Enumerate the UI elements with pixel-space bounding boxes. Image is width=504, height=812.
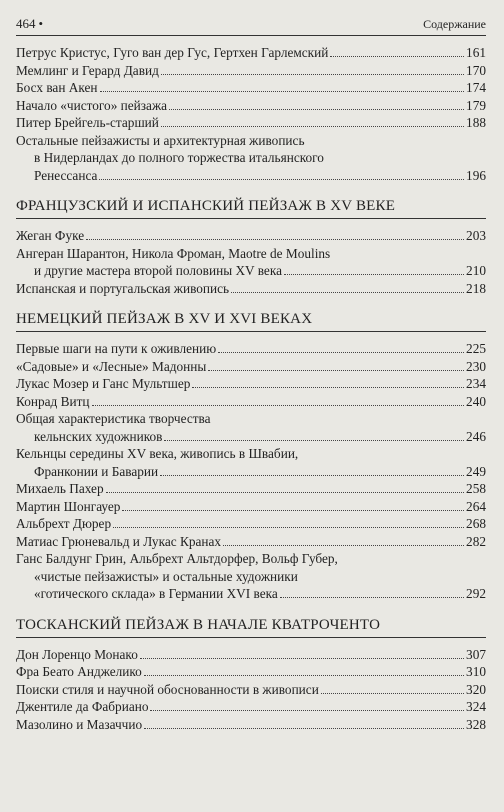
entry-page-number: 307 <box>466 646 486 662</box>
entry-page-number: 324 <box>466 699 486 714</box>
dot-leader <box>223 545 464 546</box>
entry-title: Мазолино и Мазаччио <box>16 716 143 732</box>
entry-page-number: 328 <box>466 716 486 732</box>
dot-leader <box>218 352 464 353</box>
dot-leader <box>122 510 464 511</box>
entry-page-number: 310 <box>466 664 486 679</box>
dot-leader <box>113 527 464 528</box>
toc-entry-line <box>16 358 486 376</box>
entry-page-number: 264 <box>466 498 486 514</box>
running-header <box>16 0 486 36</box>
dot-leader <box>321 693 464 694</box>
entry-page-number: 268 <box>466 516 486 531</box>
entry-title: Матиас Грюневальд и Лукас Кранах <box>16 533 222 549</box>
toc-entry <box>16 97 486 115</box>
toc-entry <box>16 533 486 551</box>
entry-title: Фра Беато Анджелико <box>16 664 142 679</box>
entry-title: Кельнцы середины XV века, живопись в Швабии, <box>16 446 299 461</box>
entry-title: Начало «чистого» пейзажа <box>16 97 168 113</box>
toc-section <box>16 44 486 184</box>
section-title: НЕМЕЦКИЙ ПЕЙЗАЖ В XV И XVI ВЕКАХ <box>16 311 486 332</box>
toc-entry <box>16 340 486 358</box>
entry-title: Остальные пейзажисты и архитектурная живопись <box>16 132 305 148</box>
header-bullet: • <box>38 16 44 31</box>
toc-entry-line <box>16 114 486 132</box>
page-number: 464 <box>16 16 36 31</box>
dot-leader <box>330 56 464 57</box>
toc-entry-line <box>16 698 486 716</box>
toc-section <box>16 617 486 734</box>
toc-entry <box>16 480 486 498</box>
toc-entry-line <box>16 340 486 358</box>
toc-entry <box>16 44 486 62</box>
entry-page-number: 161 <box>466 45 486 60</box>
entry-title: и другие мастера второй половины XV века <box>34 263 282 278</box>
toc-entry-line <box>16 463 486 481</box>
toc-entry-line <box>16 663 486 681</box>
entry-title: Босх ван Акен <box>16 80 98 95</box>
section-title: ТОСКАНСКИЙ ПЕЙЗАЖ В НАЧАЛЕ КВАТРОЧЕНТО <box>16 617 486 638</box>
dot-leader <box>144 728 464 729</box>
entry-title: Мемлинг и Герард Давид <box>16 62 159 78</box>
entry-title: Жеган Фуке <box>16 228 85 243</box>
entry-page-number: 188 <box>466 115 486 130</box>
toc-entry <box>16 245 486 280</box>
toc-entry-line <box>16 97 486 115</box>
toc-entry <box>16 358 486 376</box>
dot-leader <box>284 274 464 275</box>
entry-page-number: 282 <box>466 533 486 549</box>
entry-title: Поиски стиля и научной обоснованности в живописи <box>16 681 319 697</box>
entry-title: Альбрехт Дюрер <box>16 516 112 531</box>
toc-entry <box>16 646 486 664</box>
dot-leader <box>208 370 464 371</box>
toc-entry <box>16 498 486 516</box>
toc-entry <box>16 79 486 97</box>
entry-page-number: 234 <box>466 376 486 391</box>
entry-page-number: 203 <box>466 228 486 243</box>
entry-title: Дон Лоренцо Монако <box>16 646 138 662</box>
toc-entry <box>16 698 486 716</box>
toc-entry-line <box>16 428 486 446</box>
toc-entry-line <box>16 62 486 80</box>
dot-leader <box>99 179 464 180</box>
toc-entry-line <box>16 480 486 498</box>
toc-entry <box>16 410 486 445</box>
dot-leader <box>100 91 465 92</box>
entry-title: Общая характеристика творчества <box>16 411 211 426</box>
section-title: ФРАНЦУЗСКИЙ И ИСПАНСКИЙ ПЕЙЗАЖ В XV ВЕКЕ <box>16 198 486 219</box>
entry-title: «готического склада» в Германии XVI века <box>34 586 278 601</box>
entry-title: кельнских художников <box>34 428 163 444</box>
toc-entry <box>16 227 486 245</box>
dot-leader <box>144 675 464 676</box>
toc-entry <box>16 393 486 411</box>
toc-entry <box>16 550 486 603</box>
entry-title: Испанская и португальская живопись <box>16 280 230 296</box>
dot-leader <box>280 597 464 598</box>
toc-entry-line <box>16 515 486 533</box>
entry-page-number: 179 <box>466 97 486 113</box>
entry-title: Михаель Пахер <box>16 481 104 496</box>
toc-entry-line <box>16 262 486 280</box>
entry-page-number: 218 <box>466 280 486 296</box>
toc-section <box>16 311 486 603</box>
toc-entry <box>16 445 486 480</box>
dot-leader <box>231 292 464 293</box>
dot-leader <box>161 74 464 75</box>
toc-entry <box>16 716 486 734</box>
dot-leader <box>86 239 464 240</box>
page-number-block <box>16 16 43 32</box>
toc-entry-line <box>16 646 486 664</box>
toc-entry-line <box>16 280 486 298</box>
toc-entry-line <box>16 227 486 245</box>
toc-entry <box>16 280 486 298</box>
entry-title: Мартин Шонгауер <box>16 498 121 514</box>
entry-page-number: 210 <box>466 263 486 278</box>
entry-page-number: 225 <box>466 341 486 356</box>
entry-title: «Садовые» и «Лесные» Мадонны <box>16 358 207 374</box>
dot-leader <box>140 658 464 659</box>
toc-entry-line <box>16 533 486 551</box>
entry-page-number: 230 <box>466 358 486 374</box>
toc-entry <box>16 663 486 681</box>
entry-title: Ганс Балдунг Грин, Альбрехт Альтдорфер, Вольф Губер, <box>16 551 338 566</box>
dot-leader <box>106 492 464 493</box>
entry-title: «чистые пейзажисты» и остальные художники <box>34 568 298 584</box>
entry-title: Петрус Кристус, Гуго ван дер Гус, Гертхен Гарлемский <box>16 45 329 60</box>
toc-entry-line <box>16 167 486 185</box>
entry-title: в Нидерландах до полного торжества итальянского <box>34 150 324 165</box>
table-of-contents <box>16 44 486 733</box>
entry-title: Питер Брейгель-старший <box>16 115 159 130</box>
dot-leader <box>164 440 464 441</box>
toc-entry <box>16 114 486 132</box>
dot-leader <box>161 126 464 127</box>
running-title: Содержание <box>423 17 486 31</box>
toc-entry <box>16 681 486 699</box>
entry-page-number: 196 <box>466 167 486 183</box>
toc-entry-line <box>16 585 486 603</box>
dot-leader <box>160 475 464 476</box>
toc-entry-line <box>16 498 486 516</box>
dot-leader <box>92 405 465 406</box>
entry-page-number: 249 <box>466 463 486 479</box>
toc-entry <box>16 515 486 533</box>
toc-entry-line <box>16 393 486 411</box>
toc-entry-line <box>16 681 486 699</box>
entry-page-number: 246 <box>466 428 486 444</box>
toc-entry-line <box>16 79 486 97</box>
entry-page-number: 292 <box>466 586 486 601</box>
dot-leader <box>169 109 464 110</box>
toc-entry-line <box>16 716 486 734</box>
toc-section <box>16 198 486 297</box>
entry-title: Франконии и Баварии <box>34 463 159 479</box>
entry-page-number: 170 <box>466 62 486 78</box>
entry-title: Первые шаги на пути к оживлению <box>16 341 217 356</box>
toc-entry-line <box>16 44 486 62</box>
entry-title: Лукас Мозер и Ганс Мультшер <box>16 376 191 391</box>
entry-title: Конрад Витц <box>16 393 90 409</box>
entry-page-number: 258 <box>466 481 486 496</box>
entry-title: Ренессанса <box>34 167 98 183</box>
dot-leader <box>192 387 464 388</box>
entry-title: Джентиле да Фабриано <box>16 699 149 714</box>
entry-page-number: 240 <box>466 393 486 409</box>
entry-page-number: 320 <box>466 681 486 697</box>
toc-entry <box>16 62 486 80</box>
toc-entry <box>16 375 486 393</box>
toc-entry <box>16 132 486 185</box>
toc-entry-line <box>16 375 486 393</box>
dot-leader <box>150 710 464 711</box>
entry-title: Ангеран Шарантон, Никола Фроман, Maotre de Moulins <box>16 245 331 261</box>
entry-page-number: 174 <box>466 80 486 95</box>
